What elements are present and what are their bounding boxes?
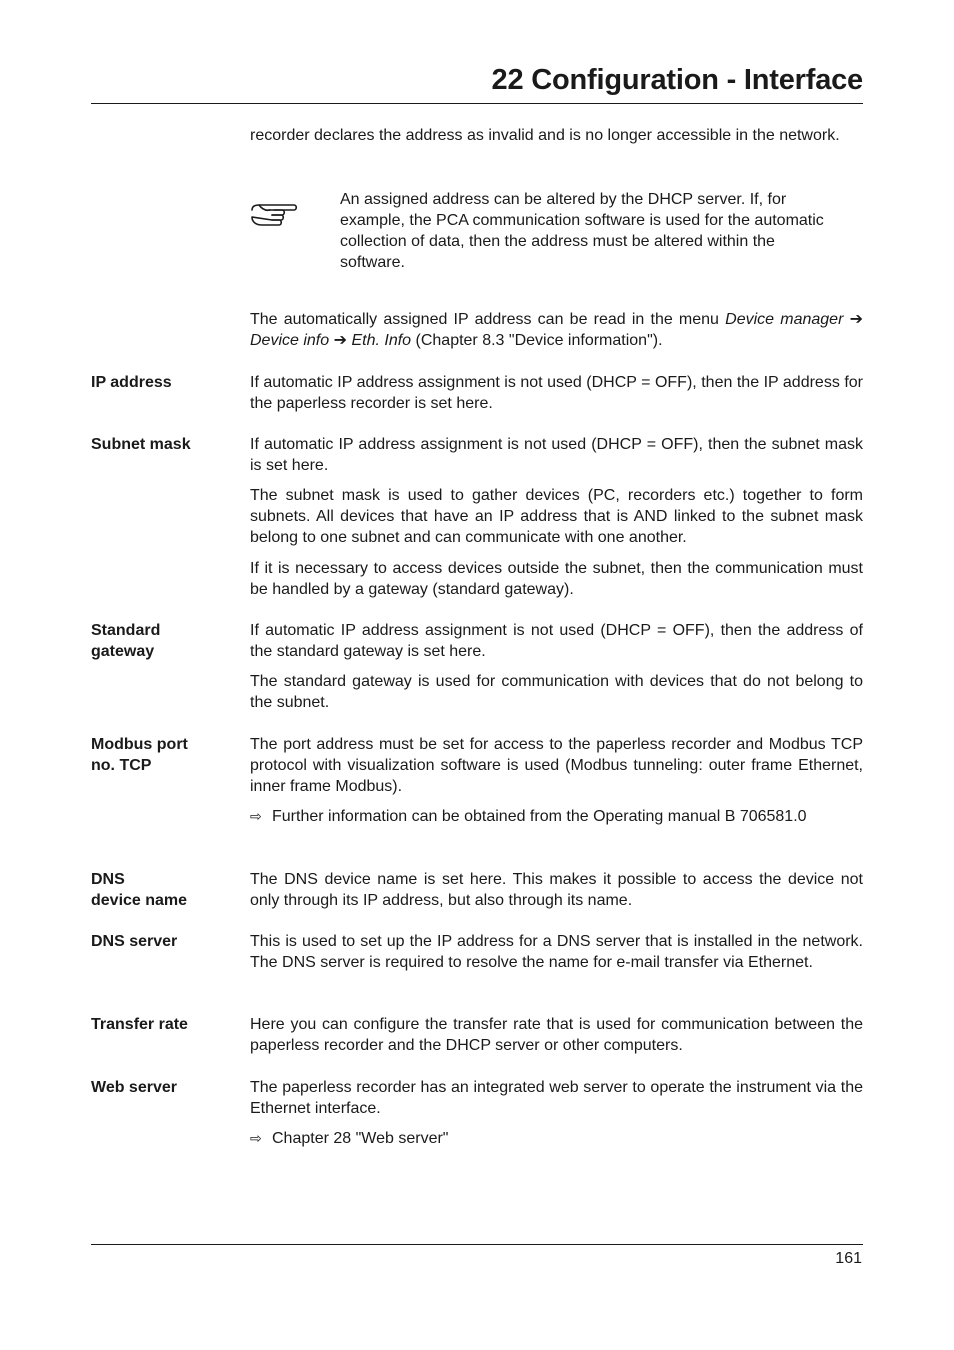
note-text: An assigned address can be altered by the DHCP server. If, for example, the PCA communication software is used for the automatic collection of data, then the address must be altered within the software. xyxy=(340,191,824,271)
dns-device-name-label xyxy=(91,869,241,911)
modbus-manual-reference xyxy=(250,806,807,827)
label-line: Modbus port xyxy=(91,736,188,753)
web-server-chapter-reference xyxy=(250,1128,448,1149)
ip-address-label: IP address xyxy=(91,374,172,391)
subnet-mask-text-2: The subnet mask is used to gather devices (PC, recorders etc.) together to form subnets. All devices that have an IP address that is AND linked to the subnet mask belong to one subnet and can communicate with one another. xyxy=(250,487,863,546)
intro-continuation: recorder declares the address as invalid and is no longer accessible in the network. xyxy=(250,127,840,144)
subnet-mask-label: Subnet mask xyxy=(91,436,191,453)
label-line: device name xyxy=(91,892,188,909)
label-line: Standard xyxy=(91,622,161,639)
web-server-text: The paperless recorder has an integrated web server to operate the instrument via the Ethernet interface. xyxy=(250,1079,863,1117)
standard-gateway-text-1: If automatic IP address assignment is not used (DHCP = OFF), then the address of the standard gateway is set here. xyxy=(250,622,863,660)
menu-device-manager: Device manager xyxy=(725,311,844,328)
modbus-port-label xyxy=(91,734,241,776)
header-divider xyxy=(91,103,863,104)
label-line: DNS xyxy=(91,871,125,888)
standard-gateway-text-2: The standard gateway is used for communication with devices that do not belong to the subnet. xyxy=(250,673,863,711)
reference-arrow-icon: ⇨ xyxy=(250,1130,262,1146)
modbus-port-text: The port address must be set for access to the paperless recorder and Modbus TCP protocol with visualization software is used (Modbus tunneling: outer frame Ethernet, inner frame Modbus). xyxy=(250,736,863,795)
reference-text: Chapter 28 "Web server" xyxy=(272,1130,449,1147)
standard-gateway-label xyxy=(91,620,241,662)
dns-server-text: This is used to set up the IP address for a DNS server that is installed in the network. The DNS server is required to resolve the name for e-mail transfer via Ethernet. xyxy=(250,933,863,971)
label-line: gateway xyxy=(91,643,155,660)
menu-arrow: ➔ xyxy=(849,311,864,328)
menu-arrow: ➔ xyxy=(333,332,348,349)
reference-arrow-icon: ⇨ xyxy=(250,808,262,824)
transfer-rate-label: Transfer rate xyxy=(91,1016,188,1033)
menu-path-prefix: The automatically assigned IP address can be read in the menu xyxy=(250,311,726,328)
menu-device-info: Device info xyxy=(250,332,330,349)
dns-device-name-text: The DNS device name is set here. This makes it possible to access the device not only through its IP address, but also through its name. xyxy=(250,871,863,909)
dns-server-label: DNS server xyxy=(91,933,178,950)
page-number: 161 xyxy=(835,1250,862,1267)
subnet-mask-text-1: If automatic IP address assignment is not used (DHCP = OFF), then the subnet mask is set here. xyxy=(250,436,863,474)
ip-address-text: If automatic IP address assignment is not used (DHCP = OFF), then the IP address for the paperless recorder is set here. xyxy=(250,374,863,412)
reference-text: Further information can be obtained from the Operating manual B 706581.0 xyxy=(272,808,807,825)
menu-path-paragraph xyxy=(250,309,863,351)
menu-path-suffix: (Chapter 8.3 "Device information"). xyxy=(411,332,663,349)
footer-divider xyxy=(91,1244,863,1245)
subnet-mask-text-3: If it is necessary to access devices outside the subnet, then the communication must be handled by a gateway (standard gateway). xyxy=(250,560,863,598)
label-line: no. TCP xyxy=(91,757,152,774)
menu-eth-info: Eth. Info xyxy=(351,332,412,349)
transfer-rate-text: Here you can configure the transfer rate that is used for communication between the paperless recorder and the DHCP server or other computers. xyxy=(250,1016,863,1054)
chapter-title: 22 Configuration - Interface xyxy=(491,64,863,96)
web-server-label: Web server xyxy=(91,1079,177,1096)
pointing-hand-icon xyxy=(248,200,300,232)
